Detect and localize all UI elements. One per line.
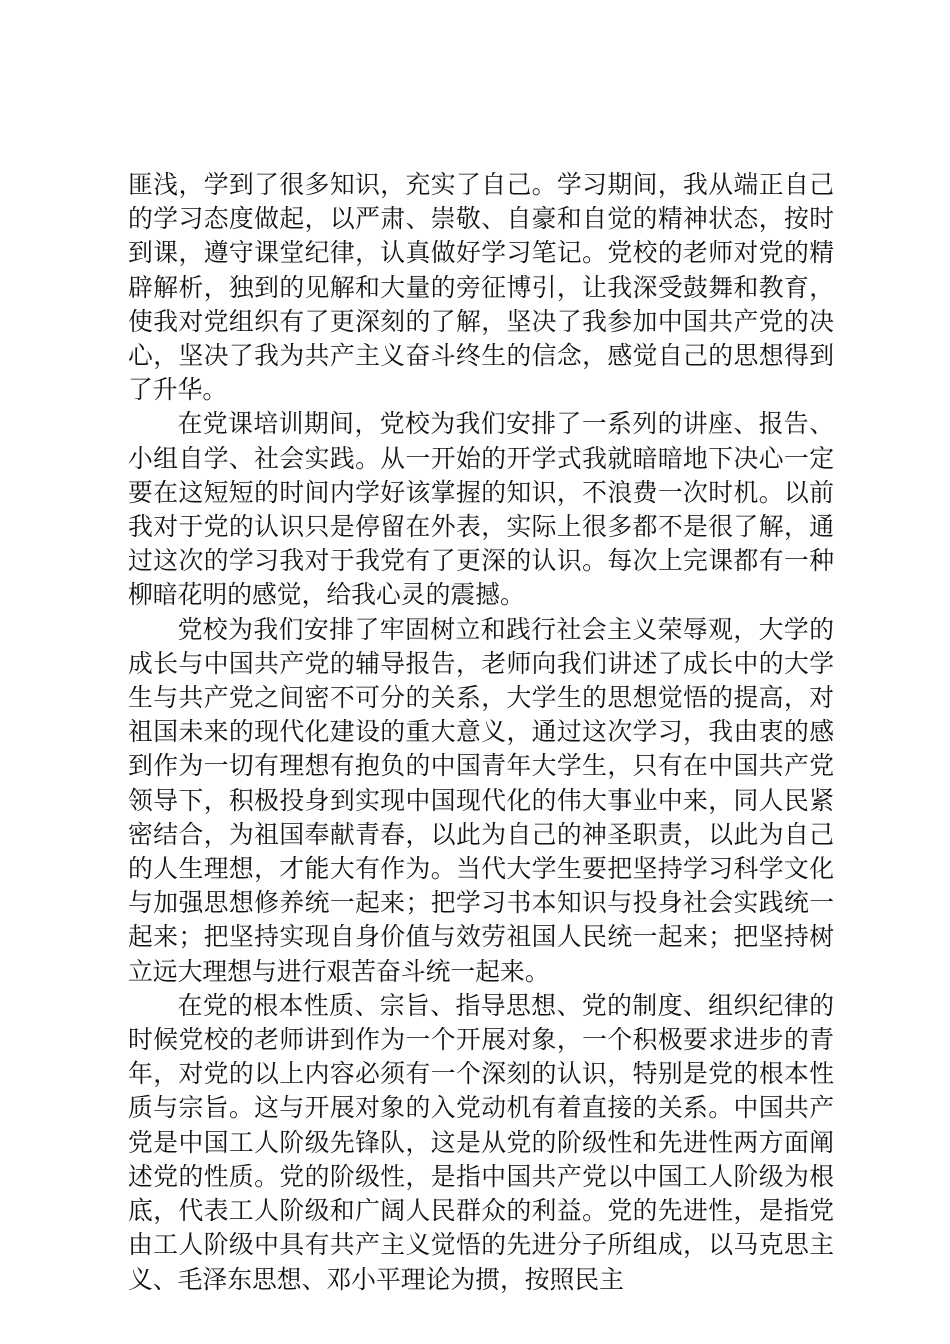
paragraph-4: 在党的根本性质、宗旨、指导思想、党的制度、组织纪律的时候党校的老师讲到作为一个开展对象，一个积极要求进步的青年，对党的以上内容必须有一个深刻的认识，特别是党的根本性质与宗旨。这与开展对象的入党动机有着直接的关系。中国共产党是中国工人阶级先锋队，这是从党的阶级性和先进性两方面阐述党的性质。党的阶级性，是指中国共产党以中国工人阶级为根底，代表工人阶级和广阔人民群众的利益。党的先进性，是指党由工人阶级中具有共产主义觉悟的先进分子所组成，以马克思主义、毛泽东思想、邓小平理论为掼，按照民主 bbox=[128, 990, 834, 1294]
paragraph-3: 党校为我们安排了牢固树立和践行社会主义荣辱观，大学的成长与中国共产党的辅导报告，老师向我们讲述了成长中的大学生与共产党之间密不可分的关系，大学生的思想觉悟的提高，对祖国未来的现代化建设的重大意义，通过这次学习，我由衷的感到作为一切有理想有抱负的中国青年大学生，只有在中国共产党领导下，积极投身到实现中国现代化的伟大事业中来，同人民紧密结合，为祖国奉献青春，以此为自己的神圣职责，以此为自己的人生理想，才能大有作为。当代大学生要把坚持学习科学文化与加强思想修养统一起来；把学习书本知识与投身社会实践统一起来；把坚持实现自身价值与效劳祖国人民统一起来；把坚持树立远大理想与进行艰苦奋斗统一起来。 bbox=[128, 614, 834, 986]
document-body bbox=[128, 168, 834, 1297]
paragraph-1: 匪浅，学到了很多知识，充实了自己。学习期间，我从端正自己的学习态度做起，以严肃、崇敬、自豪和自觉的精神状态，按时到课，遵守课堂纪律，认真做好学习笔记。党校的老师对党的精辟解析，独到的见解和大量的旁征博引，让我深受鼓舞和教育，使我对党组织有了更深刻的了解，坚决了我参加中国共产党的决心，坚决了我为共产主义奋斗终生的信念，感觉自己的思想得到了升华。 bbox=[128, 170, 834, 405]
paragraph-2: 在党课培训期间，党校为我们安排了一系列的讲座、报告、小组自学、社会实践。从一开始的开学式我就暗暗地下决心一定要在这短短的时间内学好该掌握的知识，不浪费一次时机。以前我对于党的认识只是停留在外表，实际上很多都不是很了解，通过这次的学习我对于我党有了更深的认识。每次上完课都有一种柳暗花明的感觉，给我心灵的震撼。 bbox=[128, 409, 834, 610]
